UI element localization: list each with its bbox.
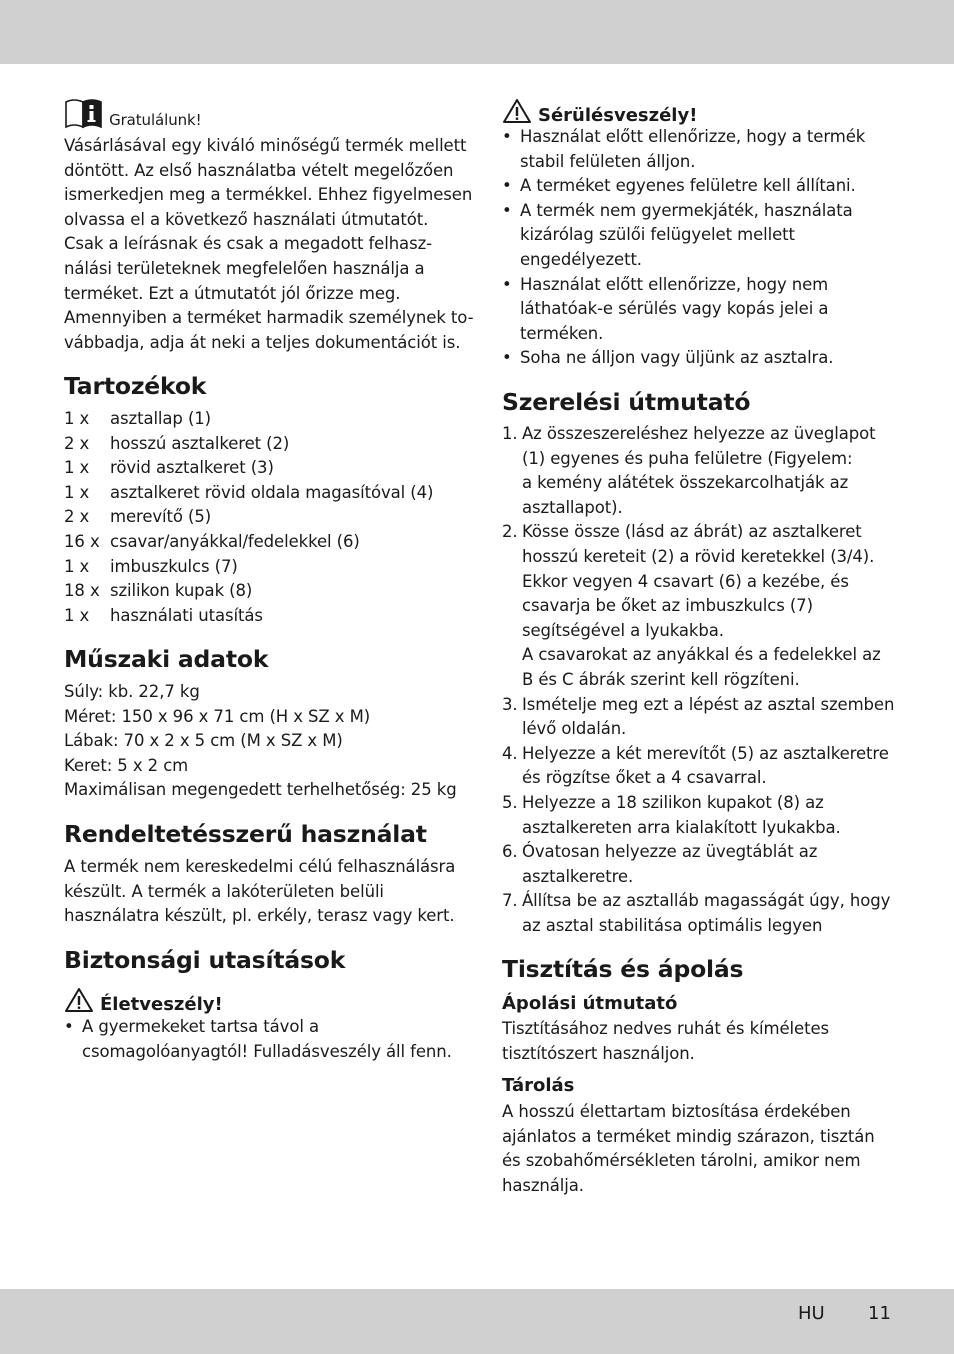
- spec-line: Keret: 5 x 2 cm: [64, 755, 189, 775]
- step-line: lévő oldalán.: [522, 719, 627, 739]
- bullet-line: csomagolóanyagtól! Fulladásveszély áll fenn.: [82, 1041, 452, 1061]
- text-line: ajánlatos a terméket mindig szárazon, tisztán: [502, 1126, 875, 1146]
- muszaki-list: [64, 680, 457, 803]
- list-item: [64, 432, 433, 457]
- tisztitas-heading: Tisztítás és ápolás: [502, 955, 744, 983]
- spec-line: Lábak: 70 x 2 x 5 cm (M x SZ x M): [64, 731, 343, 751]
- step-line: csavarja be őket az imbuszkulcs (7): [522, 596, 813, 616]
- spec-line: Maximálisan megengedett terhelhetőség: 25 kg: [64, 780, 457, 800]
- szereles-heading: Szerelési útmutató: [502, 388, 751, 416]
- list-item: [502, 346, 865, 371]
- step-line: asztalkeretre.: [522, 866, 634, 886]
- intro-line: vábbadja, adja át neki a teljes dokumentációt is.: [64, 332, 461, 352]
- list-item: [64, 481, 433, 506]
- step-line: az asztal stabilitása optimális legyen: [522, 915, 823, 935]
- list-item: [502, 693, 894, 742]
- step-line: Az összeszereléshez helyezze az üveglapot: [522, 424, 876, 443]
- quantity: 2 x: [64, 433, 90, 453]
- step-line: segítségével a lyukakba.: [522, 620, 724, 640]
- info-manual-icon: [64, 97, 104, 129]
- item-text: csavar/anyákkal/fedelekkel (6): [110, 531, 360, 551]
- text-line: Tisztításához nedves ruhát és kíméletes: [502, 1019, 829, 1038]
- bullet-line: terméken.: [520, 323, 604, 343]
- step-line: Helyezze a két merevítőt (5) az asztalkeretre: [522, 743, 889, 763]
- step-number: 2.: [502, 522, 518, 542]
- spec-line: Súly: kb. 22,7 kg: [64, 682, 200, 701]
- eletveszely-warning: [64, 987, 223, 1015]
- bullet-line: A terméket egyenes felületre kell állítani.: [520, 176, 856, 196]
- bullet-dot: •: [502, 127, 512, 146]
- intro-line: döntött. Az első használatba vételt megelőzően: [64, 160, 454, 180]
- step-line: Ismételje meg ezt a lépést az asztal szemben: [522, 694, 895, 714]
- list-item: [64, 555, 433, 580]
- step-line: B és C ábrák szerint kell rögzíteni.: [522, 669, 800, 689]
- list-item: [502, 174, 865, 199]
- list-item: [502, 125, 865, 174]
- step-line: hosszú kereteit (2) a rövid keretekkel (3/4).: [522, 546, 875, 566]
- warning-label: Sérülésveszély!: [538, 105, 698, 126]
- step-line: Ekkor vegyen 4 csavart (6) a kezébe, és: [522, 571, 849, 591]
- item-text: rövid asztalkeret (3): [110, 458, 274, 478]
- list-item: [502, 791, 894, 840]
- quantity: 16 x: [64, 531, 100, 551]
- bullet-dot: •: [502, 348, 512, 368]
- step-line: Állítsa be az asztalláb magasságát úgy, hogy: [522, 891, 891, 911]
- item-text: szilikon kupak (8): [110, 581, 253, 601]
- bullet-line: kizárólag szülői felügyelet mellett: [520, 225, 795, 245]
- bullet-dot: •: [64, 1017, 74, 1036]
- serules-warning: [502, 98, 697, 126]
- apolasi-text: [502, 1017, 829, 1066]
- text-line: tisztítószert használjon.: [502, 1043, 695, 1063]
- text-line: készült. A termék a lakóterületen belüli: [64, 881, 384, 901]
- intro-greeting: Gratulálunk!: [109, 111, 202, 129]
- list-item: [64, 456, 433, 481]
- list-item: [64, 505, 433, 530]
- step-line: és rögzítse őket a 4 csavarral.: [522, 768, 767, 788]
- page-number: 11: [868, 1303, 891, 1324]
- item-text: asztalkeret rövid oldala magasítóval (4): [110, 482, 434, 502]
- step-number: 4.: [502, 743, 518, 763]
- bullet-line: engedélyezett.: [520, 249, 642, 269]
- list-item: [502, 273, 865, 347]
- intro-line: Csak a leírásnak és csak a megadott felhasz-: [64, 234, 432, 254]
- tartozekok-heading: Tartozékok: [64, 372, 207, 400]
- quantity: 1 x: [64, 409, 90, 428]
- spec-line: Méret: 150 x 96 x 71 cm (H x SZ x M): [64, 706, 371, 726]
- item-text: hosszú asztalkeret (2): [110, 433, 290, 453]
- biztonsag-bullets: [64, 1015, 452, 1064]
- step-line: A csavarokat az anyákkal és a fedelekkel az: [522, 645, 881, 665]
- item-text: imbuszkulcs (7): [110, 556, 238, 576]
- biztonsag-heading: Biztonsági utasítások: [64, 946, 346, 974]
- list-item: [502, 199, 865, 273]
- item-text: merevítő (5): [110, 507, 212, 527]
- list-item: [64, 407, 433, 432]
- text-line: A termék nem kereskedelmi célú felhasználásra: [64, 857, 456, 876]
- step-line: asztalkereten arra kialakított lyukakba.: [522, 817, 841, 837]
- text-line: használja.: [502, 1175, 584, 1195]
- intro-line: terméket. Ezt a útmutatót jól őrizze meg.: [64, 283, 401, 303]
- footer-language: HU: [798, 1303, 825, 1324]
- step-line: a kemény alátétek összekarcolhatják az: [522, 473, 849, 493]
- szereles-steps: [502, 422, 894, 938]
- rendeltetes-heading: Rendeltetésszerű használat: [64, 820, 427, 848]
- list-item: [502, 840, 894, 889]
- step-number: 7.: [502, 891, 518, 911]
- warning-triangle-icon: [502, 98, 532, 124]
- apolasi-subheading: Ápolási útmutató: [502, 993, 678, 1014]
- list-item: [64, 530, 433, 555]
- tarolas-subheading: Tárolás: [502, 1075, 575, 1096]
- step-number: 5.: [502, 792, 518, 812]
- bullet-line: stabil felületen álljon.: [520, 151, 696, 171]
- list-item: [502, 742, 894, 791]
- bullet-line: láthatóak-e sérülés vagy kopás jelei a: [520, 299, 829, 319]
- text-line: használatra készült, pl. erkély, terasz vagy kert.: [64, 906, 455, 926]
- step-line: Óvatosan helyezze az üvegtáblát az: [522, 842, 818, 862]
- intro-line: ismerkedjen meg a termékkel. Ehhez figyelmesen: [64, 185, 473, 205]
- list-item: [64, 1015, 452, 1064]
- quantity: 1 x: [64, 482, 90, 502]
- bullet-line: Használat előtt ellenőrizze, hogy a termék: [520, 127, 866, 146]
- quantity: 1 x: [64, 605, 90, 625]
- tarolas-text: [502, 1100, 875, 1198]
- bullet-dot: •: [502, 200, 512, 220]
- text-line: A hosszú élettartam biztosítása érdekében: [502, 1102, 851, 1121]
- warning-label: Életveszély!: [100, 994, 223, 1015]
- warning-triangle-icon: [64, 987, 94, 1013]
- intro-line: Vásárlásával egy kiváló minőségű termék mellett: [64, 136, 467, 155]
- bullet-line: Használat előtt ellenőrizze, hogy nem: [520, 274, 829, 294]
- intro-line: Amennyiben a terméket harmadik személynek to-: [64, 308, 474, 328]
- quantity: 2 x: [64, 507, 90, 527]
- intro-text: [64, 134, 473, 355]
- step-number: 1.: [502, 424, 518, 443]
- step-number: 3.: [502, 694, 518, 714]
- quantity: 18 x: [64, 581, 100, 601]
- list-item: [502, 889, 894, 938]
- header-bar: [0, 0, 954, 64]
- list-item: [64, 604, 433, 629]
- bullet-dot: •: [502, 274, 512, 294]
- text-line: és szobahőmérsékleten tárolni, amikor nem: [502, 1151, 861, 1171]
- serules-bullets: [502, 125, 865, 371]
- step-line: (1) egyenes és puha felületre (Figyelem:: [522, 448, 853, 468]
- item-text: asztallap (1): [110, 409, 212, 428]
- intro-greeting-row: [64, 97, 456, 133]
- bullet-line: Soha ne álljon vagy üljünk az asztalra.: [520, 348, 834, 368]
- quantity: 1 x: [64, 458, 90, 478]
- tartozekok-list: [64, 407, 433, 628]
- intro-line: nálási területeknek megfelelően használja a: [64, 258, 425, 278]
- intro-line: olvassa el a következő használati útmutatót.: [64, 209, 429, 229]
- rendeltetes-text: [64, 855, 455, 929]
- step-line: Kösse össze (lásd az ábrát) az asztalkeret: [522, 522, 862, 542]
- list-item: [64, 579, 433, 604]
- step-line: Helyezze a 18 szilikon kupakot (8) az: [522, 792, 824, 812]
- muszaki-heading: Műszaki adatok: [64, 645, 269, 673]
- bullet-dot: •: [502, 176, 512, 196]
- list-item: [502, 422, 894, 520]
- list-item: [502, 520, 894, 692]
- bullet-line: A gyermekeket tartsa távol a: [82, 1017, 319, 1036]
- step-line: asztallapot).: [522, 497, 623, 517]
- item-text: használati utasítás: [110, 605, 263, 625]
- bullet-line: A termék nem gyermekjáték, használata: [520, 200, 853, 220]
- quantity: 1 x: [64, 556, 90, 576]
- step-number: 6.: [502, 842, 518, 862]
